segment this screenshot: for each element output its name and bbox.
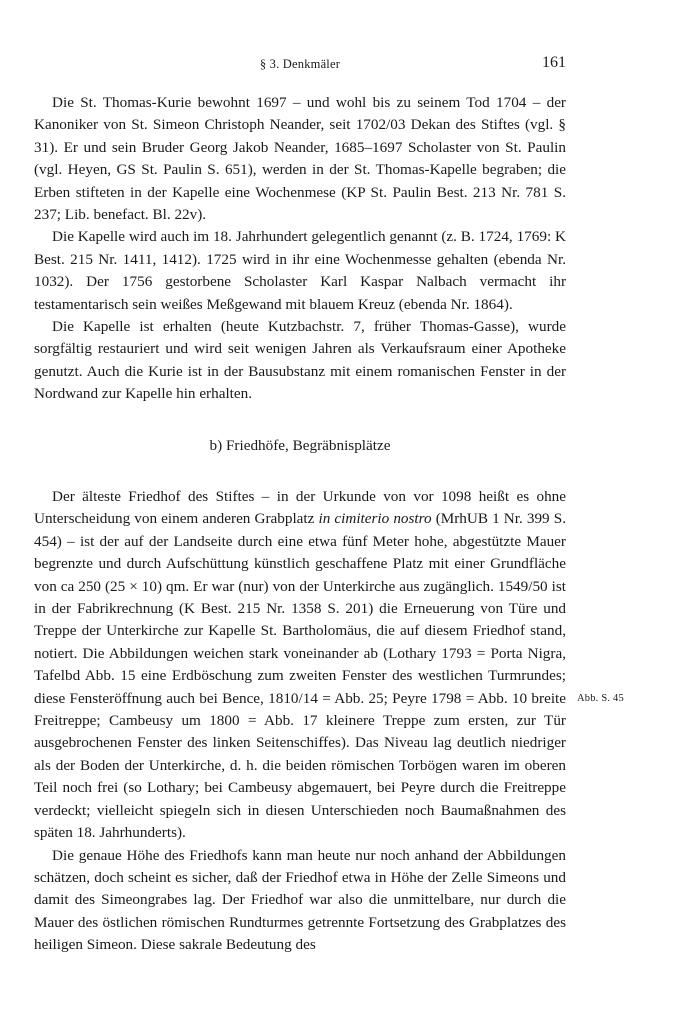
section-heading: b) Friedhöfe, Begräbnisplätze	[209, 437, 391, 454]
page-header	[34, 54, 566, 76]
paragraph: Die Kapelle ist erhalten (heute Kutzbachstr. 7, früher Thomas-Gasse), wurde sorgfältig restauriert und wird seit wenigen Jahren als Verkaufsraum einer Apotheke genutzt. Auch die Kurie ist in der Bausubstanz mit einem romanischen Fenster in der Nordwand zur Kapelle hin erhalten.	[34, 318, 566, 403]
margin-note: Abb. S. 45	[577, 693, 624, 704]
paragraph	[34, 486, 566, 845]
paragraph: Die St. Thomas-Kurie bewohnt 1697 – und wohl bis zu seinem Tod 1704 – der Kanoniker von St. Simeon Christoph Neander, seit 1702/03 Dekan des Stiftes (vgl. § 31). Er und sein Bruder Georg Jakob Neander, 1685–1697 Scholaster von St. Paulin (vgl. Heyen, GS St. Paulin S. 651), werden in der St. Thomas-Kapelle begraben; die Erben stifteten in der Kapelle eine Wochenmese (KP St. Paulin Best. 213 Nr. 781 S. 237; Lib. benefact. Bl. 22v).	[34, 94, 566, 224]
section-text-thomas-kapelle	[34, 92, 566, 406]
paragraph: Die Kapelle wird auch im 18. Jahrhundert gelegentlich genannt (z. B. 1724, 1769: K Best. 215 Nr. 1411, 1412). 1725 wird in ihr eine Wochenmesse gehalten (ebenda Nr. 1032). Der 1756 gestorbene Scholaster Karl Kaspar Nalbach vermacht ihr testamentarisch sein weißes Meßgewand mit blauem Kreuz (ebenda Nr. 1864).	[34, 228, 566, 313]
page-number: 161	[542, 54, 566, 71]
latin-quote: in cimiterio nostro	[318, 510, 432, 528]
paragraph-text: Der älteste Friedhof des Stiftes – in der Urkunde von vor 1098 heißt es ohne Unterscheidung von einem anderen Grabplatz	[34, 488, 566, 528]
paragraph: Die genaue Höhe des Friedhofs kann man heute nur noch anhand der Abbildungen schätzen, doch scheint es sicher, daß der Friedhof etwa in Höhe der Zelle Simeons und damit des Simeongrabes lag. Der Friedhof war also die unmittelbare, nur durch die Mauer des östlichen römischen Rundturmes getrennte Fortsetzung des Grabplatzes des heiligen Simeon. Diese sakrale Bedeutung des	[34, 846, 566, 954]
section-text-friedhoefe	[34, 486, 566, 957]
running-head: § 3. Denkmäler	[259, 57, 341, 71]
paragraph-text: (MrhUB 1 Nr. 399 S. 454) – ist der auf der Landseite durch eine etwa fünf Meter hohe, abgestützte Mauer begrenzte und durch Aufschüttung künstlich geschaffene Platz mit einer Grundfläche von ca 250 (25 × 10) qm. Er war (nur) von der Unterkirche aus zugänglich. 1549/50 ist in der Fabrikrechnung (K Best. 215 Nr. 1358 S. 201) die Erneuerung von Türe und Treppe der Unterkirche zur Kapelle St. Bartholomäus, die auf diesem Friedhof stand, notiert. Die Abbildungen weichen stark voneinander ab (Lothary 1793 = Porta Nigra, Tafelbd Abb. 15 eine Erdböschung zum zweiten Fenster des westlichen Turmrundes; diese Fensteröffnung auch bei Bence, 1810/14 = Abb. 25; Peyre 1798 = Abb. 10 breite Freitreppe; Cambeusy um 1800 = Abb. 17 kleinere Treppe zum ersten, zur Tür ausgebrochenen Fenster des linken Seitenschiffes). Das Niveau lag deutlich niedriger als der Boden der Unterkirche, d. h. die beiden römischen Torbögen waren im oberen Teil noch frei (so Lothary; bei Cambeusy abgemauert, bei Peyre durch die Freitreppe verdeckt; vielleicht spiegeln sich in diesen Unterschieden noch Baumaßnahmen des späten 18. Jahrhunderts).	[34, 510, 566, 842]
